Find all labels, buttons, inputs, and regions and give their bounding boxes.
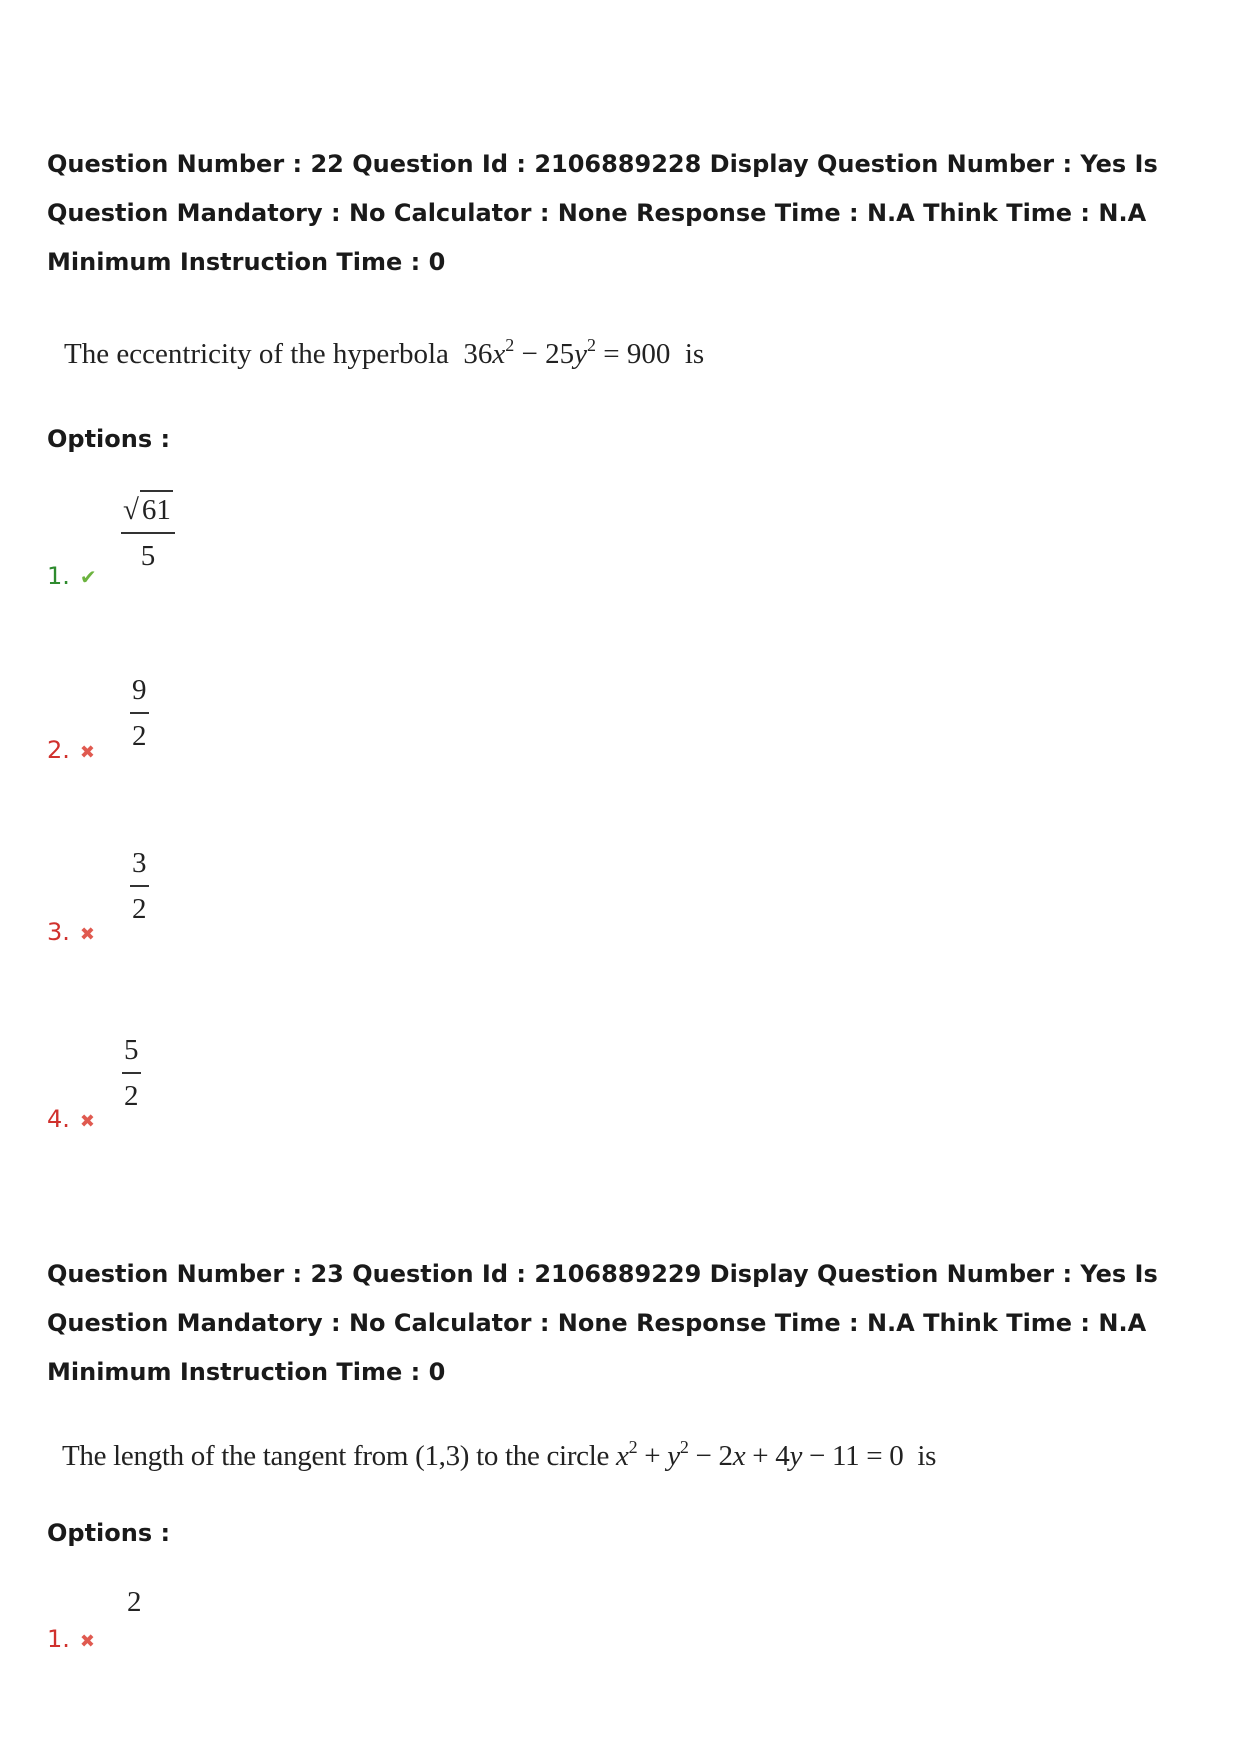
fraction-bar bbox=[130, 885, 149, 887]
option-3-fraction: 3 2 bbox=[132, 847, 147, 925]
option-2-number: 2. ✖ bbox=[47, 736, 95, 764]
option-4-fraction: 5 2 bbox=[124, 1034, 139, 1112]
option-4-number: 4. ✖ bbox=[47, 1105, 95, 1133]
options-label: Options : bbox=[47, 425, 171, 453]
fraction-bar bbox=[121, 532, 175, 534]
sqrt-symbol: √ 61 bbox=[123, 490, 173, 528]
cross-icon: ✖ bbox=[79, 742, 95, 763]
question-text: The eccentricity of the hyperbola $36x^2 - 25y^2 = 900$ is bbox=[64, 335, 705, 370]
option-1-number: 1. ✔ bbox=[47, 562, 97, 590]
cross-icon: ✖ bbox=[79, 1631, 95, 1652]
fraction-bar bbox=[122, 1072, 141, 1074]
option-1-fraction: √ 61 5 bbox=[121, 490, 175, 574]
cross-icon: ✖ bbox=[79, 1111, 95, 1132]
option-1-value: 2 bbox=[127, 1586, 142, 1618]
option-2-fraction: 9 2 bbox=[132, 674, 147, 752]
check-icon: ✔ bbox=[79, 565, 97, 589]
question-meta: Question Number : 22 Question Id : 2106889228 Display Question Number : Yes Is Question Mandatory : No Calculator : None Response Time : N.A Think Time : N.A Minimum Instruction Time : 0 bbox=[47, 150, 1158, 276]
question-text: The length of the tangent from (1,3) to the circle $x^2 + y^2 - 2x + 4y - 11 = 0$ is bbox=[62, 1437, 937, 1472]
option-3-number: 3. ✖ bbox=[47, 918, 95, 946]
question-meta: Question Number : 23 Question Id : 2106889229 Display Question Number : Yes Is Question Mandatory : No Calculator : None Response Time : N.A Think Time : N.A Minimum Instruction Time : 0 bbox=[47, 1260, 1158, 1386]
option-1-number: 1. ✖ bbox=[47, 1625, 95, 1653]
cross-icon: ✖ bbox=[79, 924, 95, 945]
options-label: Options : bbox=[47, 1519, 171, 1547]
fraction-bar bbox=[130, 712, 149, 714]
